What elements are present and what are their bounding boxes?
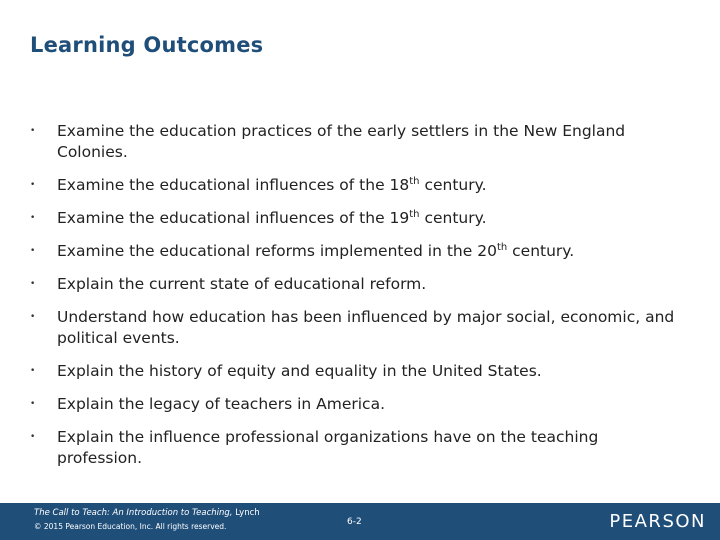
bullet-marker: • [30, 312, 36, 322]
bullet-marker: • [30, 399, 36, 409]
bullet-marker: • [30, 180, 36, 190]
bullet-marker: • [30, 213, 36, 223]
bullet-marker: • [30, 432, 36, 442]
footer-copyright: © 2015 Pearson Education, Inc. All rights reserved. [34, 522, 227, 531]
bullet-text: Understand how education has been influenced by major social, economic, and political events. [57, 308, 675, 347]
bullet-item [28, 394, 688, 415]
bullet-text: Examine the education practices of the early settlers in the New England Colonies. [57, 122, 626, 161]
bullet-text: Examine the educational influences of the 19th century. [57, 208, 487, 227]
bullet-text: Explain the history of equity and equality in the United States. [57, 362, 542, 380]
bullet-item [28, 361, 688, 382]
page-number: 6-2 [347, 517, 362, 527]
bullet-marker: • [30, 246, 36, 256]
footer-book-credit [34, 508, 260, 518]
bullet-marker: • [30, 279, 36, 289]
slide-title: Learning Outcomes [30, 33, 264, 57]
pearson-logo: PEARSON [609, 511, 706, 532]
bullet-text: Explain the current state of educational reform. [57, 275, 427, 293]
footer-author: Lynch [235, 508, 260, 518]
bullet-marker: • [30, 126, 36, 136]
bullet-item [28, 208, 688, 229]
learning-outcomes-list [28, 121, 688, 481]
slide-footer [0, 503, 720, 540]
bullet-item [28, 121, 688, 163]
bullet-item [28, 175, 688, 196]
bullet-item [28, 241, 688, 262]
bullet-text: Explain the influence professional organizations have on the teaching profession. [57, 428, 599, 467]
bullet-item [28, 427, 688, 469]
bullet-item [28, 274, 688, 295]
bullet-text: Examine the educational influences of the 18th century. [57, 175, 487, 194]
bullet-text: Explain the legacy of teachers in America. [57, 395, 385, 413]
bullet-text: Examine the educational reforms implemented in the 20th century. [57, 241, 575, 260]
bullet-item [28, 307, 688, 349]
footer-book-title: The Call to Teach: An Introduction to Teaching, [34, 508, 233, 518]
bullet-marker: • [30, 366, 36, 376]
